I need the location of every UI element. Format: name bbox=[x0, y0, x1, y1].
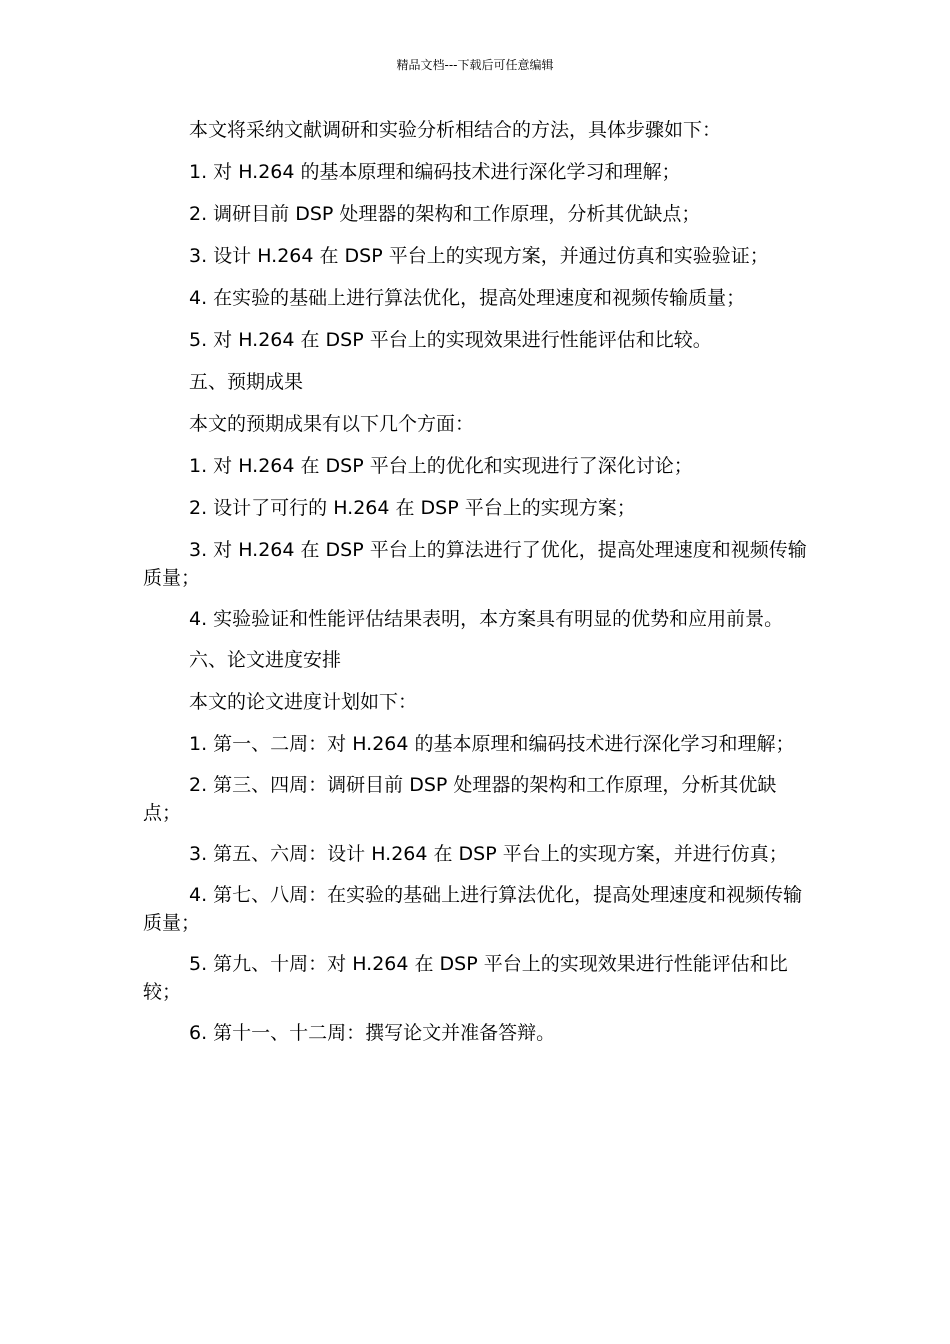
list-item-result-1: 1. 对 H.264 在 DSP 平台上的优化和实现进行了深化讨论； bbox=[189, 455, 693, 477]
list-item-schedule-5: 5. 第九、十周：对 H.264 在 DSP 平台上的实现效果进行性能评估和比较； bbox=[143, 953, 788, 1003]
list-item-method-5: 5. 对 H.264 在 DSP 平台上的实现效果进行性能评估和比较。 bbox=[189, 329, 712, 351]
paragraph-intro-results: 本文的预期成果有以下几个方面： bbox=[189, 413, 475, 435]
paragraph-intro-method: 本文将采纳文献调研和实验分析相结合的方法，具体步骤如下： bbox=[189, 119, 722, 141]
list-item-method-2: 2. 调研目前 DSP 处理器的架构和工作原理，分析其优缺点； bbox=[189, 203, 701, 225]
list-item-result-2: 2. 设计了可行的 H.264 在 DSP 平台上的实现方案； bbox=[189, 497, 636, 519]
list-item-schedule-4: 4. 第七、八周：在实验的基础上进行算法优化，提高处理速度和视频传输质量； bbox=[143, 884, 803, 934]
list-item-schedule-6: 6. 第十一、十二周：撰写论文并准备答辩。 bbox=[189, 1022, 556, 1044]
paragraph-intro-schedule: 本文的论文进度计划如下： bbox=[189, 691, 418, 713]
list-item-result-3: 3. 对 H.264 在 DSP 平台上的算法进行了优化，提高处理速度和视频传输质量； bbox=[143, 539, 807, 589]
section-heading-schedule: 六、论文进度安排 bbox=[189, 649, 342, 671]
list-item-schedule-1: 1. 第一、二周：对 H.264 的基本原理和编码技术进行深化学习和理解； bbox=[189, 733, 795, 755]
document-body bbox=[143, 116, 808, 1061]
list-item-method-4: 4. 在实验的基础上进行算法优化，提高处理速度和视频传输质量； bbox=[189, 287, 746, 309]
list-item-schedule-2: 2. 第三、四周：调研目前 DSP 处理器的架构和工作原理，分析其优缺点； bbox=[143, 774, 777, 824]
section-heading-expected-results: 五、预期成果 bbox=[189, 371, 304, 393]
list-item-method-1: 1. 对 H.264 的基本原理和编码技术进行深化学习和理解； bbox=[189, 161, 681, 183]
list-item-schedule-3: 3. 第五、六周：设计 H.264 在 DSP 平台上的实现方案，并进行仿真； bbox=[189, 843, 788, 865]
page-header: 精品文档---下载后可任意编辑 bbox=[396, 58, 554, 72]
list-item-method-3: 3. 设计 H.264 在 DSP 平台上的实现方案，并通过仿真和实验验证； bbox=[189, 245, 769, 267]
list-item-result-4: 4. 实验验证和性能评估结果表明，本方案具有明显的优势和应用前景。 bbox=[189, 608, 784, 630]
